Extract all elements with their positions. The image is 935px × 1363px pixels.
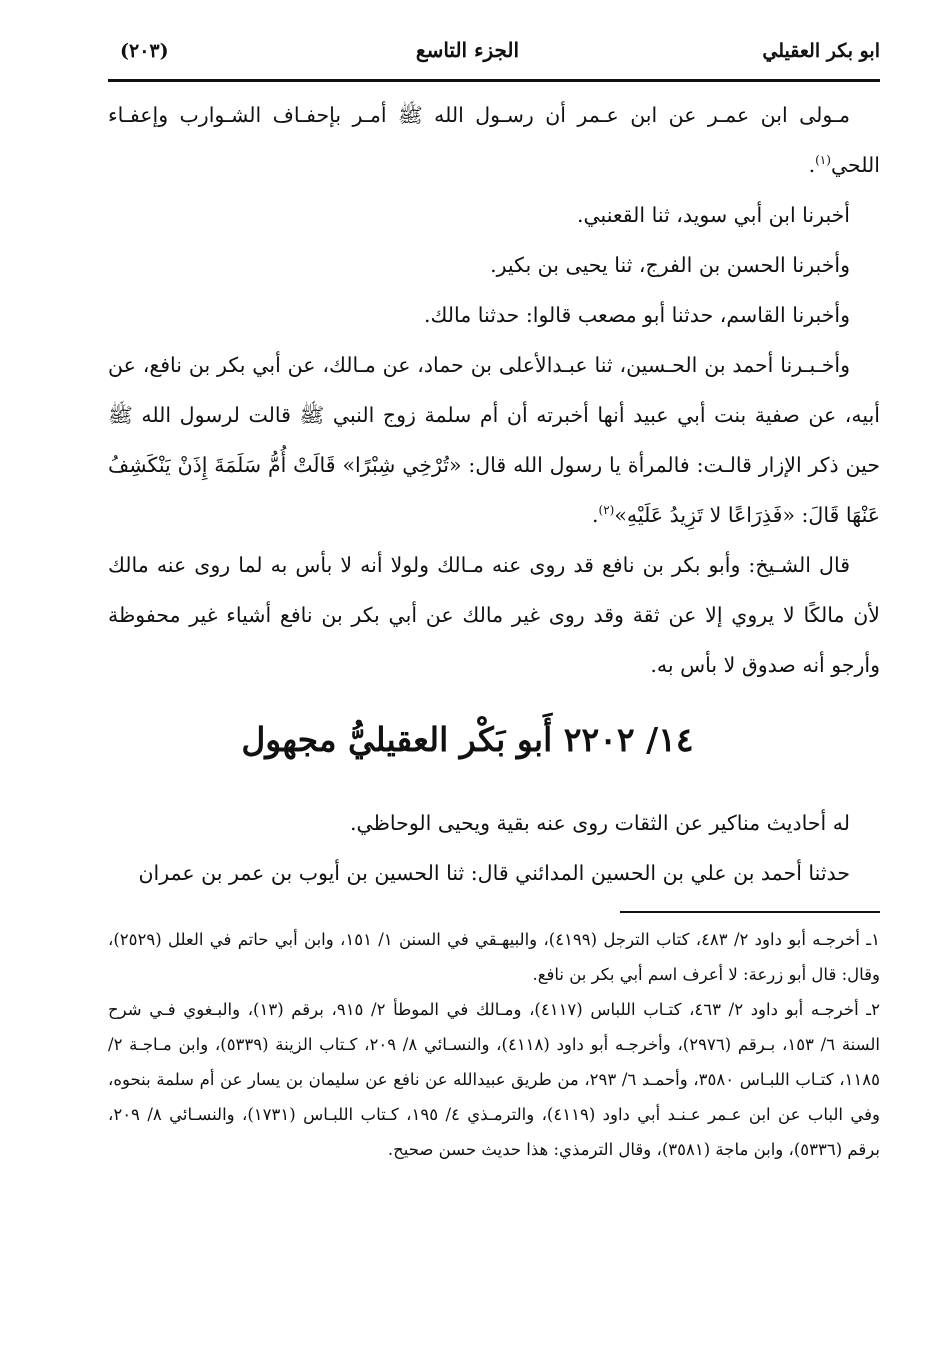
footnote-2: ٢ـ أخرجـه أبو داود ٢/ ٤٦٣، كتـاب اللباس (٤١١٧)، ومـالك في الموطأ ٢/ ٩١٥، برقم (١٣)، والبـغوي فـي شرح السنة ٦/ ١٥٣، بـرقم (٢٩٧٦)، وأخرجـه أبو داود (٤١١٨)، والنسـائي ٨/ ٢٠٩، كـتاب الزينة (٥٣٣٩)، وابن مـاجـة ٢/ ١١٨٥، كتـاب اللبـاس ٣٥٨٠، وأحمـد ٦/ ٢٩٣، من طريق عبيدالله عن نافع عن سليمان بن يسار عن أم سلمة بنحوه، وفي الباب عن ابن عـمر عـنـد أبي داود (٤١١٩)، والترمـذي ٤/ ١٩٥، كـتاب اللبـاس (١٧٣١)، والنسـائي ٨/ ٢٠٩، برقم (٥٣٣٦)، وابن ماجة (٣٥٨١)، وقال الترمذي: هذا حديث حسن صحيح. [108,1000,880,1159]
paragraph-end: . [592,503,599,527]
entry-heading: ١٤/ ٢٢٠٢ أَبو بَكْر العقيليُّ مجهول [241,720,694,759]
paragraph-text: مـولى ابن عمـر عن ابن عـمر أن رسـول الله ﷺ أمـر بإحفـاف الشـوارب وإعفـاء اللحي [108,103,880,177]
paragraph-isnad-3: وأخبرنا القاسم، حدثنا أبو مصعب قالوا: حدثنا مالك. [424,303,850,327]
entry-text [108,798,880,898]
footnote-1: ١ـ أخرجـه أبو داود ٢/ ٤٨٣، كتاب الترجل (٤١٩٩)، والبيهـقي في السنن ١/ ١٥١، وابن أبي حاتم في العلل (٢٥٢٩)، وقال: قال أبو زرعة: لا أعرف اسم أبي بكر بن نافع. [108,930,880,984]
header-rule [108,79,880,82]
paragraph-end: . [808,153,816,177]
entry-paragraph-1: له أحاديث مناكير عن الثقات روى عنه بقية ويحيى الوحاظي. [350,811,850,835]
paragraph-text: وأخـبـرنا أحمد بن الحـسين، ثنا عبـدالأعلى بن حماد، عن مـالك، عن أبي بكر بن نافع، عن أبيه، عن صفية بنت أبي عبيد أنها أخبرته أن أم سلمة زوج النبي ﷺ قالت لرسول الله ﷺ حين ذكر الإزار قالـت: فالمرأة يا رسول الله قال: «تُرْخِي شِبْرًا» قَالَتْ أُمُّ سَلَمَةَ إِذَنْ يَنْكَشِفُ عَنْهَا قَالَ: «فَذِرَاعًا لا تَزِيدُ عَلَيْهِ» [108,353,880,527]
running-title: ابو بكر العقيلي [762,40,880,62]
main-text [108,90,880,690]
page-number: (٢٠٣) [120,40,169,62]
volume-title: الجزء التاسع [415,38,520,62]
paragraph-hadith-chain [108,90,880,190]
paragraph-sheikh-comment: قال الشـيخ: وأبو بكر بن نافع قد روى عنه مـالك ولولا أنه لا بأس به لما روى عنه مالك لأن مالكًا لا يروي إلا عن ثقة وقد روى غير مالك عن أبي بكر بن نافع أشياء غير محفوظة وأرجو أنه صدوق لا بأس به. [108,553,880,677]
footnote-separator [620,911,880,913]
footnote-ref-1: (١) [815,153,831,168]
paragraph-isnad-1: أخبرنا ابن أبي سويد، ثنا القعنبي. [576,203,850,227]
entry-paragraph-2: حدثنا أحمد بن علي بن الحسين المدائني قال: ثنا الحسين بن أيوب بن عمر بن عمران [138,861,850,885]
footnote-ref-2: (٢) [598,503,615,518]
paragraph-hadith-izar [108,340,880,540]
paragraph-isnad-2: وأخبرنا الحسن بن الفرج، ثنا يحيى بن بكير. [490,253,850,277]
footnotes [108,922,880,1167]
